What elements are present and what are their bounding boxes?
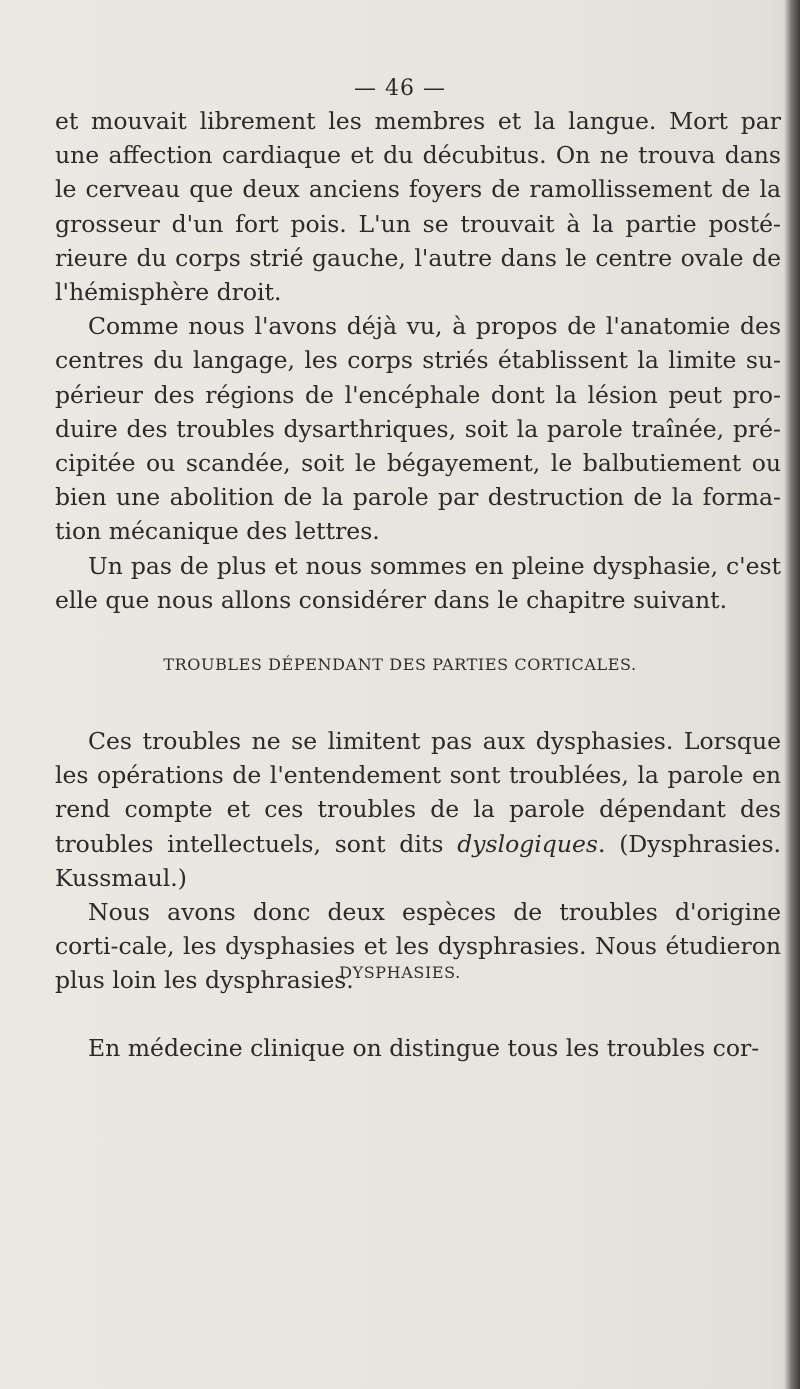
paragraph-6: En médecine clinique on distingue tous les troubles cor- [88,1034,760,1062]
paragraph-3: Un pas de plus et nous sommes en pleine dysphasie, c'est elle que nous allons considérer dans le chapitre suivant. [55,551,781,614]
section-heading-corticales: TROUBLES DÉPENDANT DES PARTIES CORTICALES. [163,655,637,674]
text-block-2 [55,724,781,998]
page-edge-shadow [784,0,800,1389]
paragraph-4-text: Ces troubles ne se limitent pas aux dysphasies. Lorsque les opérations de l'entendement sont troublées, la parole en rend compte et ces troubles de la parole dépendant des troubles intellectuels, sont dits [55,727,781,858]
section-heading-dysphasies: DYSPHASIES. [339,963,461,982]
paragraph-2: Comme nous l'avons déjà vu, à propos de l'anatomie des centres du langage, les corps striés établissent la limite su-périeur des régions de l'encéphale dont la lésion peut pro-duire des troubles dysarthriques, soit la parole traînée, pré-cipitée ou scandée, soit le bégayement, le balbutiement ou bien une abolition de la parole par destruction de la forma-tion mécanique des lettres. [55,312,781,546]
paragraph-5: Nous avons donc deux espèces de troubles d'origine corti-cale, les dysphasies et les dysphrasies. Nous étudieron plus loin les dysphrasies. [55,898,781,995]
paragraph-1: et mouvait librement les membres et la langue. Mort par une affection cardiaque et du décubitus. On ne trouva dans le cerveau que deux anciens foyers de ramollissement de la grosseur d'un fort pois. L'un se trouvait à la partie posté-rieure du corps strié gauche, l'autre dans le centre ovale de l'hémisphère droit. [55,107,781,307]
page-number: — 46 — [354,76,446,101]
paragraph-4 [55,724,781,895]
italic-term: dyslogiques [457,829,598,858]
text-block-1 [55,104,781,617]
paragraph-4-tail: . (Dysphrasies. Kussmaul.) [55,829,781,892]
text-block-3 [55,1031,781,1065]
